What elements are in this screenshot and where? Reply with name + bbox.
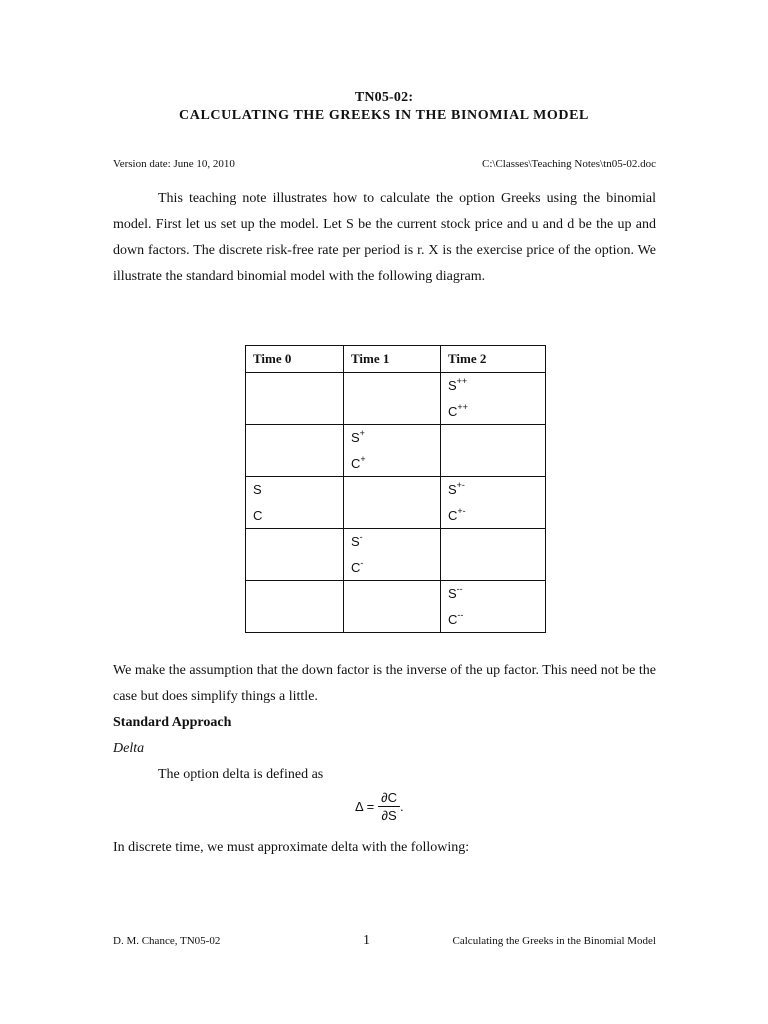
document-title: CALCULATING THE GREEKS IN THE BINOMIAL MODEL [179, 108, 589, 123]
tree-node [344, 529, 440, 580]
option-value-superscript: -- [457, 609, 464, 620]
table-cell [344, 425, 441, 477]
discrete-time-paragraph: In discrete time, we must approximate delta with the following: [113, 840, 470, 855]
tree-node [441, 373, 545, 424]
option-value-symbol: C [448, 612, 458, 627]
table-cell [441, 477, 546, 529]
option-value [448, 503, 545, 528]
option-value [351, 555, 440, 580]
subsection-heading: Delta [113, 741, 145, 756]
formula-fraction [378, 790, 400, 823]
stock-price [351, 425, 440, 451]
table-header-row [246, 346, 546, 373]
option-value-superscript: ++ [457, 401, 468, 412]
header-time-2: Time 2 [441, 346, 546, 373]
formula-numerator: ∂C [378, 790, 400, 807]
delta-formula [355, 790, 404, 823]
option-value [448, 607, 545, 632]
table-cell [246, 373, 344, 425]
stock-price-symbol: S [351, 534, 360, 549]
option-value [448, 399, 545, 424]
stock-price [448, 477, 545, 503]
option-value-superscript: +- [457, 505, 466, 516]
table-row [246, 477, 546, 529]
option-value-superscript: - [360, 557, 364, 568]
stock-price-symbol: S [253, 482, 262, 497]
stock-price [448, 581, 545, 607]
option-value-symbol: C [351, 560, 361, 575]
stock-price-symbol: S [448, 586, 457, 601]
stock-price-superscript: - [359, 531, 363, 542]
version-date: Version date: June 10, 2010 [113, 158, 235, 170]
tree-node [441, 477, 545, 528]
stock-price [253, 477, 343, 503]
header-time-0: Time 0 [246, 346, 344, 373]
delta-definition-text: The option delta is defined as [158, 767, 324, 782]
stock-price-superscript: + [359, 427, 365, 438]
page-footer [113, 933, 656, 949]
footer-running-title: Calculating the Greeks in the Binomial Model [452, 935, 656, 947]
stock-price-superscript: -- [456, 583, 463, 594]
table-cell [344, 529, 441, 581]
formula-denominator: ∂S [381, 808, 397, 823]
table-cell [246, 425, 344, 477]
tree-node [441, 581, 545, 632]
page-number: 1 [362, 933, 370, 948]
option-value-superscript: + [360, 453, 366, 464]
option-value [253, 503, 343, 528]
document-id: TN05-02: [354, 90, 414, 105]
option-value [351, 451, 440, 476]
table-row [246, 373, 546, 425]
stock-price-superscript: ++ [456, 375, 468, 386]
version-line [113, 158, 656, 170]
tree-node [246, 477, 343, 528]
formula-end: . [399, 799, 404, 814]
stock-price-symbol: S [351, 430, 360, 445]
table-cell [441, 373, 546, 425]
table-cell [344, 373, 441, 425]
table-cell [441, 581, 546, 633]
table-cell [246, 581, 344, 633]
table-cell [441, 529, 546, 581]
stock-price-superscript: +- [456, 479, 465, 490]
assumption-paragraph: We make the assumption that the down factor is the inverse of the up factor. This need not be the case but does simplify things a little. [113, 663, 656, 704]
table-cell [344, 477, 441, 529]
table-row [246, 581, 546, 633]
table-cell [246, 529, 344, 581]
table-row [246, 529, 546, 581]
stock-price-symbol: S [448, 378, 457, 393]
option-value-symbol: C [448, 508, 458, 523]
footer-author: D. M. Chance, TN05-02 [113, 935, 221, 947]
section-heading: Standard Approach [113, 715, 232, 730]
option-value-symbol: C [253, 508, 263, 523]
tree-node [344, 425, 440, 476]
table-row [246, 425, 546, 477]
table-cell [246, 477, 344, 529]
table-cell [441, 425, 546, 477]
table-cell [344, 581, 441, 633]
binomial-tree-table [245, 345, 546, 633]
file-path: C:\Classes\Teaching Notes\tn05-02.doc [482, 158, 656, 170]
header-time-1: Time 1 [344, 346, 441, 373]
stock-price [448, 373, 545, 399]
formula-lhs: Δ = [355, 799, 375, 814]
option-value-symbol: C [351, 456, 361, 471]
table-body [246, 373, 546, 633]
intro-paragraph: This teaching note illustrates how to calculate the option Greeks using the binomial model. First let us set up the model. Let S be the current stock price and u and d be the up and down factors. The discrete risk-free rate per period is r. X is the exercise price of the option. We illustrate the standard binomial model with the following diagram. [113, 191, 656, 284]
stock-price [351, 529, 440, 555]
option-value-symbol: C [448, 404, 458, 419]
stock-price-symbol: S [448, 482, 457, 497]
